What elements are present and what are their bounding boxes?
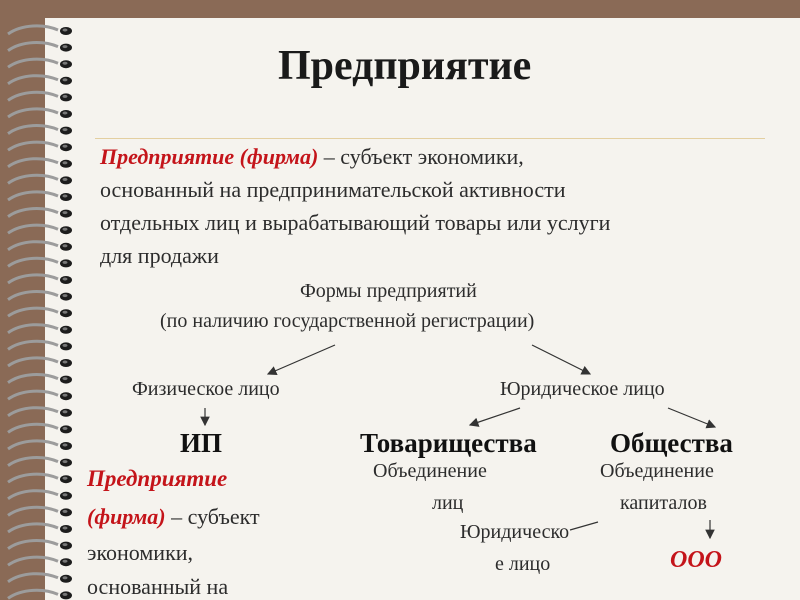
definition-line-4: для продажи (100, 243, 219, 268)
arrow-to-partnerships (470, 408, 520, 425)
overlay-line-4: основанный на (87, 574, 229, 599)
node-legal: Юридическое лицо (500, 378, 665, 400)
slide-title: Предприятие (278, 43, 532, 89)
definition-term: Предприятие (фирма) (100, 144, 319, 169)
union-persons-1: Объединение (373, 460, 487, 482)
union-persons-2: лиц (432, 492, 464, 514)
node-individual: Физическое лицо (132, 378, 280, 400)
arrow-to-legal-entity (570, 522, 598, 530)
node-ip: ИП (180, 428, 223, 458)
node-ooo: ООО (670, 547, 722, 573)
definition-rest-1: – субъект экономики, (318, 144, 524, 169)
overlay-line-3: экономики, (87, 540, 194, 565)
forms-heading-1: Формы предприятий (300, 280, 477, 302)
arrow-to-legal (532, 345, 590, 374)
node-partnerships: Товарищества (360, 428, 537, 458)
legal-entity-2: е лицо (495, 553, 551, 575)
forms-heading-2: (по наличию государственной регистрации) (160, 310, 535, 332)
arrow-to-societies (668, 408, 715, 427)
overlay-rest-2: – субъект (165, 504, 260, 529)
legal-entity-1: Юридическо (460, 521, 570, 543)
union-capital-2: капиталов (620, 492, 707, 514)
node-societies: Общества (610, 428, 733, 458)
definition-line-3: отдельных лиц и вырабатывающий товары или услуги (100, 210, 611, 235)
overlay-term-2: (фирма) (87, 504, 166, 529)
arrow-to-individual (268, 345, 335, 374)
definition-line-2: основанный на предпринимательской активности (100, 177, 566, 202)
union-capital-1: Объединение (600, 460, 714, 482)
overlay-term-1: Предприятие (87, 466, 228, 491)
